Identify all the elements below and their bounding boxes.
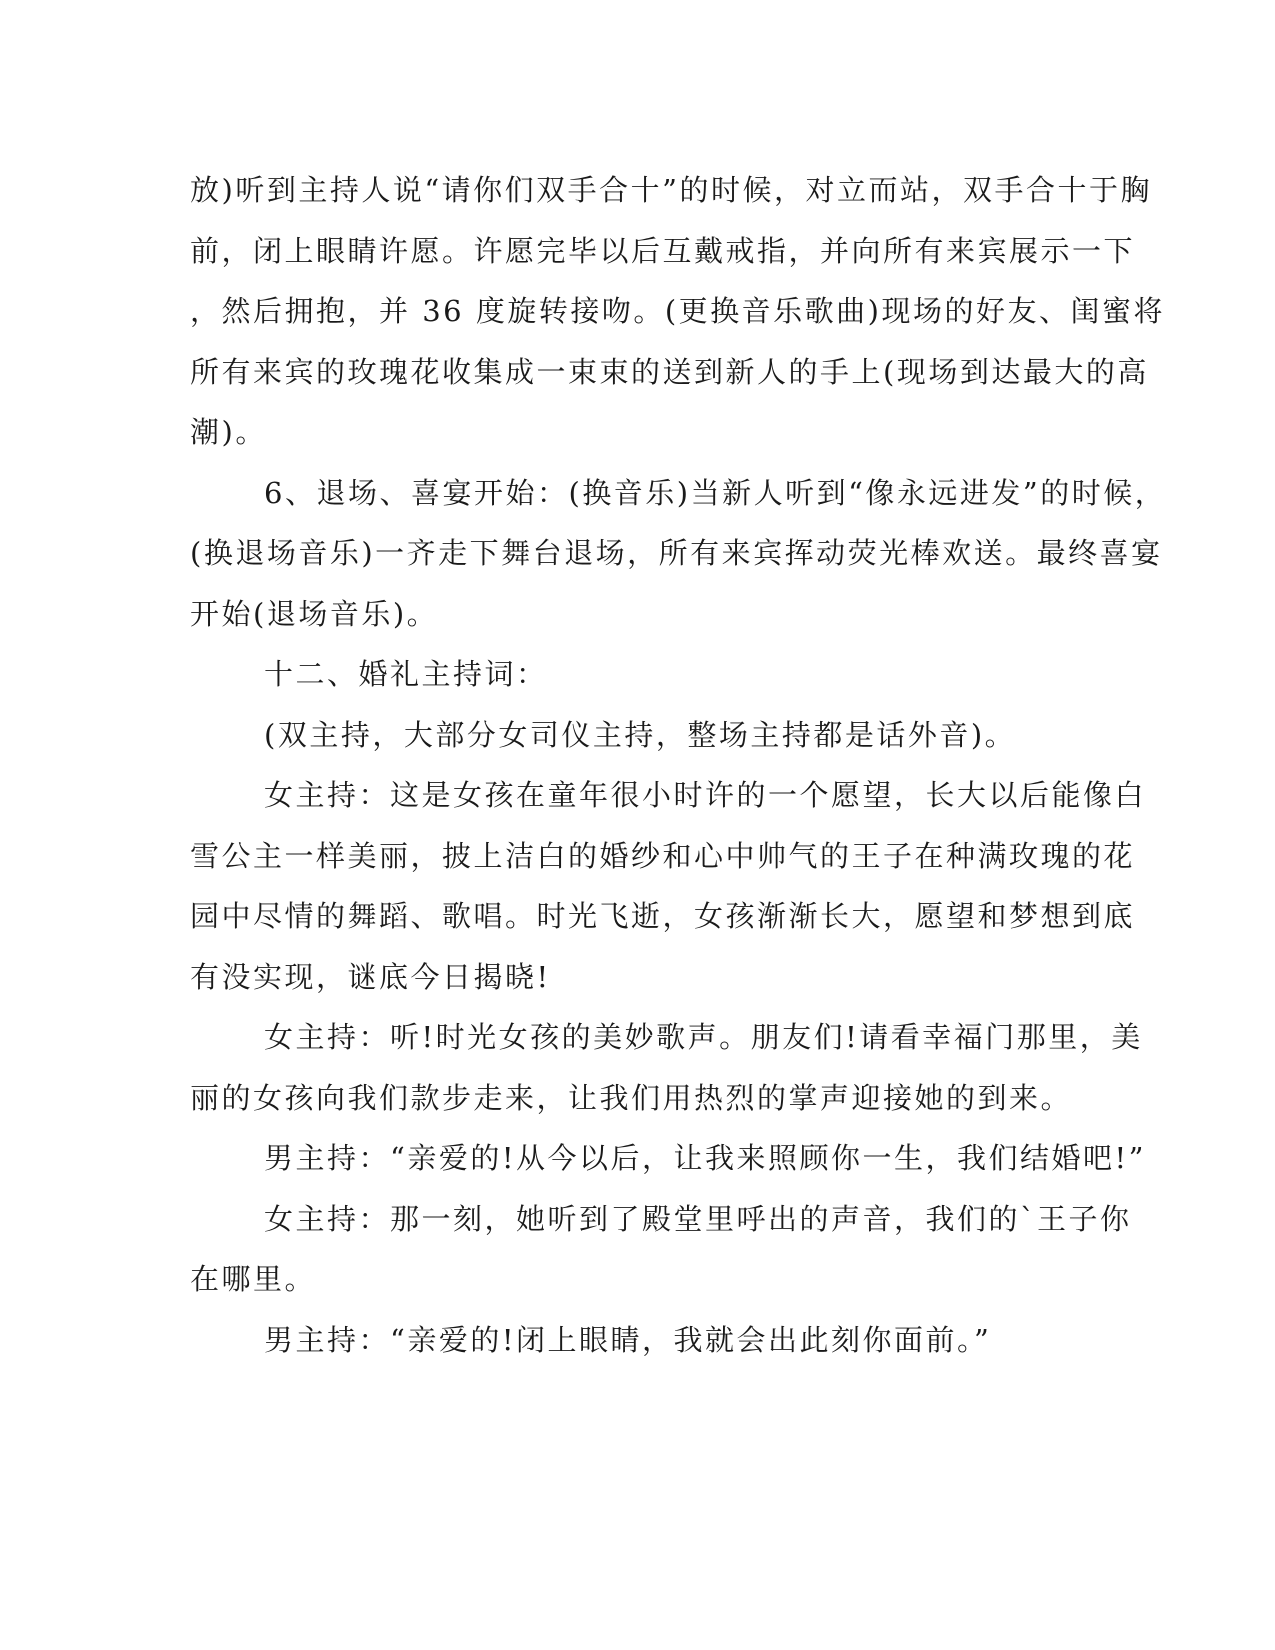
text-line: 潮)。	[190, 415, 267, 449]
text-line: 放)听到主持人说“请你们双手合十”的时候，对立而站，双手合十于胸	[190, 173, 1152, 207]
text-line: 丽的女孩向我们款步走来，让我们用热烈的掌声迎接她的到来。	[190, 1080, 1073, 1115]
text-line: 开始(退场音乐)。	[190, 596, 439, 631]
document-body	[190, 160, 1167, 1370]
text-line: 女主持：这是女孩在童年很小时许的一个愿望，长大以后能像白	[264, 778, 1147, 812]
text-line: 女主持：听!时光女孩的美妙歌声。朋友们!请看幸福门那里，美	[264, 1020, 1143, 1054]
text-line: 前，闭上眼睛许愿。许愿完毕以后互戴戒指，并向所有来宾展示一下	[190, 233, 1136, 268]
text-line: 女主持：那一刻，她听到了殿堂里呼出的声音，我们的`王子你	[264, 1201, 1132, 1236]
text-line: 园中尽情的舞蹈、歌唱。时光飞逝，女孩渐渐长大，愿望和梦想到底	[190, 899, 1136, 933]
text-line: 雪公主一样美丽，披上洁白的婚纱和心中帅气的王子在种满玫瑰的花	[190, 838, 1136, 873]
text-line: (换退场音乐)一齐走下舞台退场，所有来宾挥动荧光棒欢送。最终喜宴	[190, 536, 1163, 570]
text-line: ，然后拥抱，并 36 度旋转接吻。(更换音乐歌曲)现场的好友、闺蜜将	[190, 294, 1165, 328]
text-line: 男主持：“亲爱的!从今以后，让我来照顾你一生，我们结婚吧!”	[264, 1141, 1146, 1175]
text-line: 所有来宾的玫瑰花收集成一束束的送到新人的手上(现场到达最大的高	[190, 354, 1149, 389]
text-line: 有没实现，谜底今日揭晓!	[190, 959, 551, 994]
section-heading: 十二、婚礼主持词：	[264, 657, 548, 691]
text-line: 6、退场、喜宴开始：(换音乐)当新人听到“像永远进发”的时候，	[264, 475, 1167, 510]
text-line: 男主持：“亲爱的!闭上眼睛，我就会出此刻你面前。”	[264, 1322, 992, 1357]
text-line: (双主持，大部分女司仪主持，整场主持都是话外音)。	[264, 717, 1017, 752]
text-line: 在哪里。	[190, 1262, 317, 1296]
